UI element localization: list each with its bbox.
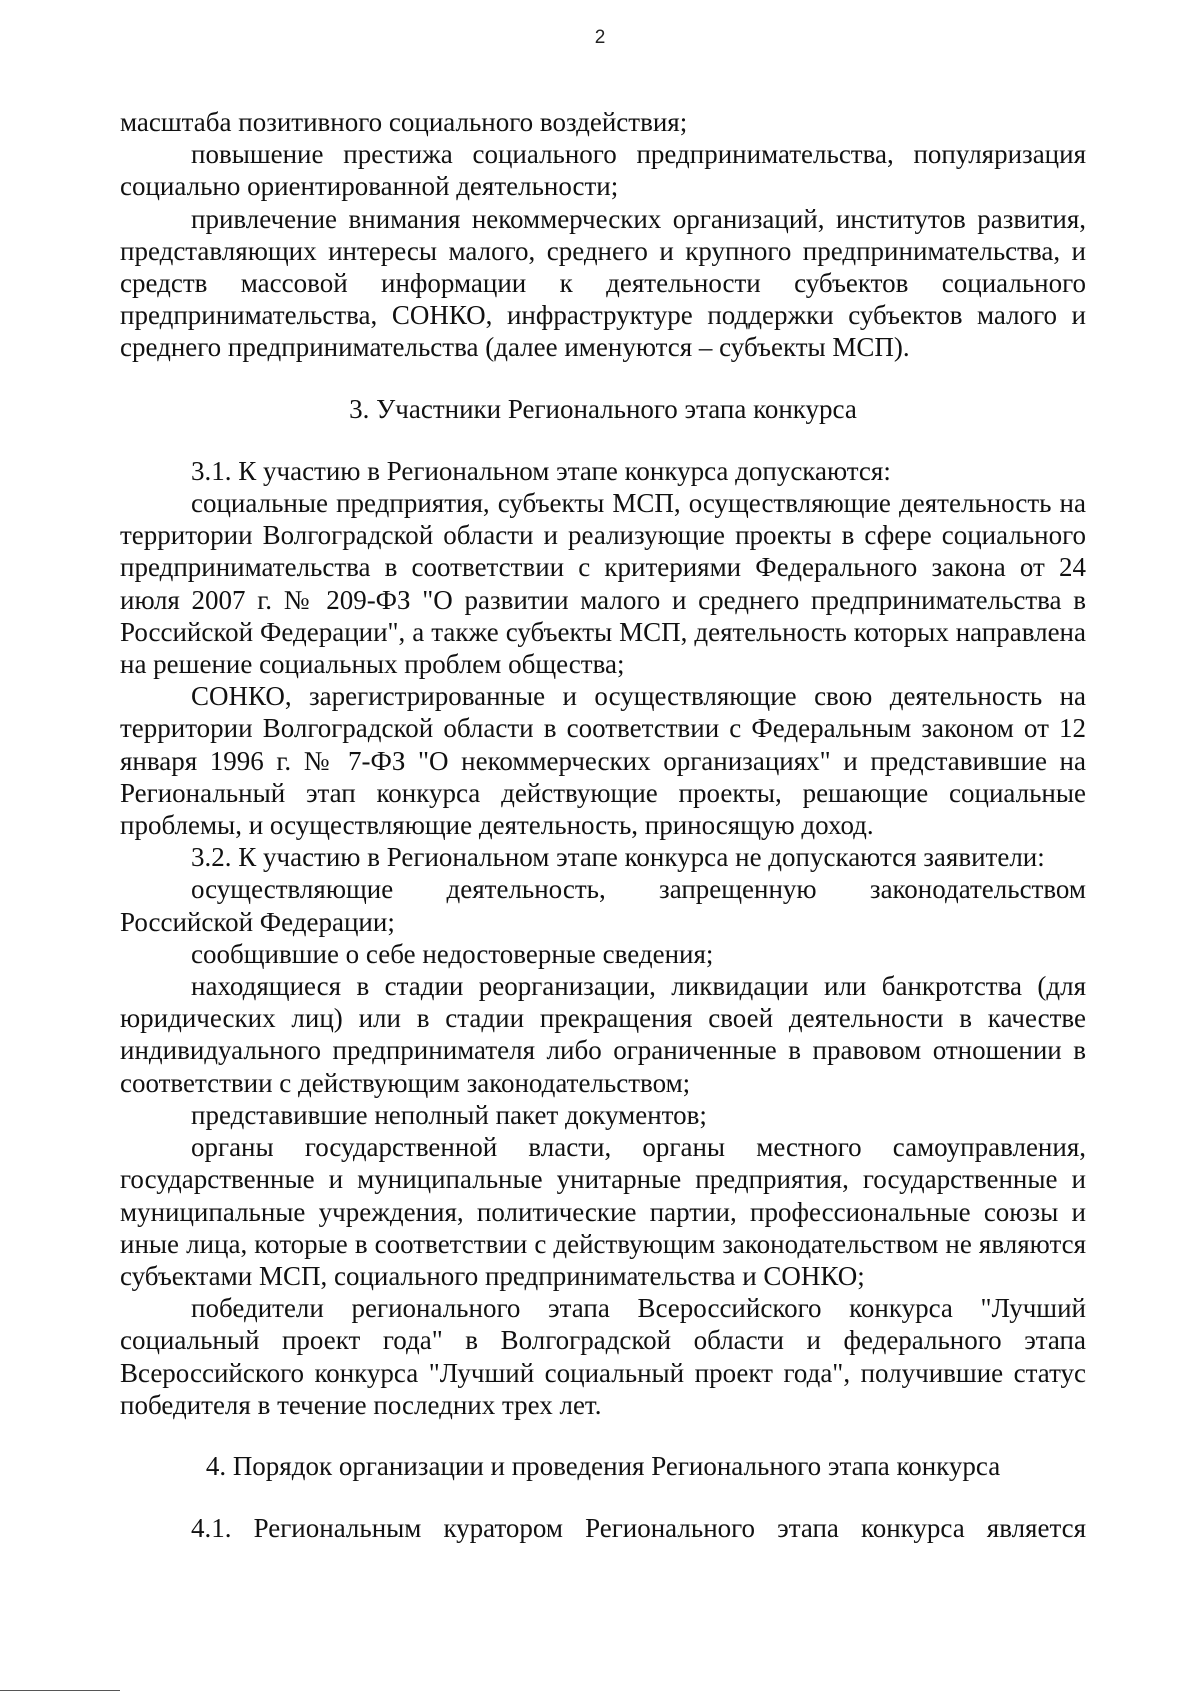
- paragraph: сообщившие о себе недостоверные сведения;: [191, 938, 714, 969]
- section-heading-3: 3. Участники Регионального этапа конкурса: [349, 393, 857, 424]
- spacer: [120, 1482, 1086, 1512]
- section-heading-4: 4. Порядок организации и проведения Регионального этапа конкурса: [205, 1450, 1001, 1481]
- paragraph: победители регионального этапа Всероссийского конкурса "Лучший социальный проект года" в Волгоградской области и федерального этапа Всероссийского конкурса "Лучший социальный проект года", получившие статус победителя в течение последних трех лет.: [120, 1293, 1086, 1420]
- paragraph: органы государственной власти, органы местного самоуправления, государственные и муниципальные унитарные предприятия, государственные и муниципальные учреждения, политические партии, профессиональные союзы и иные лица, которые в соответствии с действующим законодательством не являются субъектами МСП, социального предпринимательства и СОНКО;: [120, 1132, 1086, 1291]
- paragraph: представившие неполный пакет документов;: [191, 1099, 707, 1130]
- paragraph: СОНКО, зарегистрированные и осуществляющие свою деятельность на территории Волгоградской области в соответствии с Федеральным законом от 12 января 1996 г. № 7-ФЗ "О некоммерческих организациях" и представившие на Региональный этап конкурса действующие проекты, решающие социальные проблемы, и осуществляющие деятельность, приносящую доход.: [120, 681, 1086, 841]
- paragraph: социальные предприятия, субъекты МСП, осуществляющие деятельность на территории Волгоградской области и реализующие проекты в сфере социального предпринимательства в соответствии с критериями Федерального закона от 24 июля 2007 г. № 209-ФЗ "О развитии малого и среднего предпринимательства в Российской Федерации", а также субъекты МСП, деятельность которых направлена на решение социальных проблем общества;: [120, 488, 1086, 680]
- page-number: 2: [594, 27, 606, 48]
- paragraph: 3.1. К участию в Региональном этапе конкурса допускаются:: [191, 455, 891, 486]
- paragraph: 4.1. Региональным куратором Регионального этапа конкурса является: [191, 1513, 1086, 1544]
- paragraph: масштаба позитивного социального воздействия;: [120, 107, 688, 137]
- footer-rule: [0, 1690, 120, 1691]
- paragraph: 3.2. К участию в Региональном этапе конкурса не допускаются заявители:: [191, 842, 1045, 873]
- spacer: [120, 425, 1086, 455]
- paragraph: повышение престижа социального предпринимательства, популяризация социально ориентированной деятельности;: [120, 139, 1086, 202]
- document-body: [120, 106, 1086, 1544]
- paragraph: привлечение внимания некоммерческих организаций, институтов развития, представляющих интересы малого, среднего и крупного предпринимательства, и средств массовой информации к деятельности субъектов социального предпринимательства, СОНКО, инфраструктуре поддержки субъектов малого и среднего предпринимательства (далее именуются – субъекты МСП).: [120, 203, 1086, 363]
- spacer: [120, 364, 1086, 393]
- spacer: [120, 1421, 1086, 1450]
- paragraph: осуществляющие деятельность, запрещенную законодательством Российской Федерации;: [120, 874, 1086, 937]
- paragraph: находящиеся в стадии реорганизации, ликвидации или банкротства (для юридических лиц) или в стадии прекращения своей деятельности в качестве индивидуального предпринимателя либо ограниченные в правовом отношении в соответствии с действующим законодательством;: [120, 971, 1086, 1098]
